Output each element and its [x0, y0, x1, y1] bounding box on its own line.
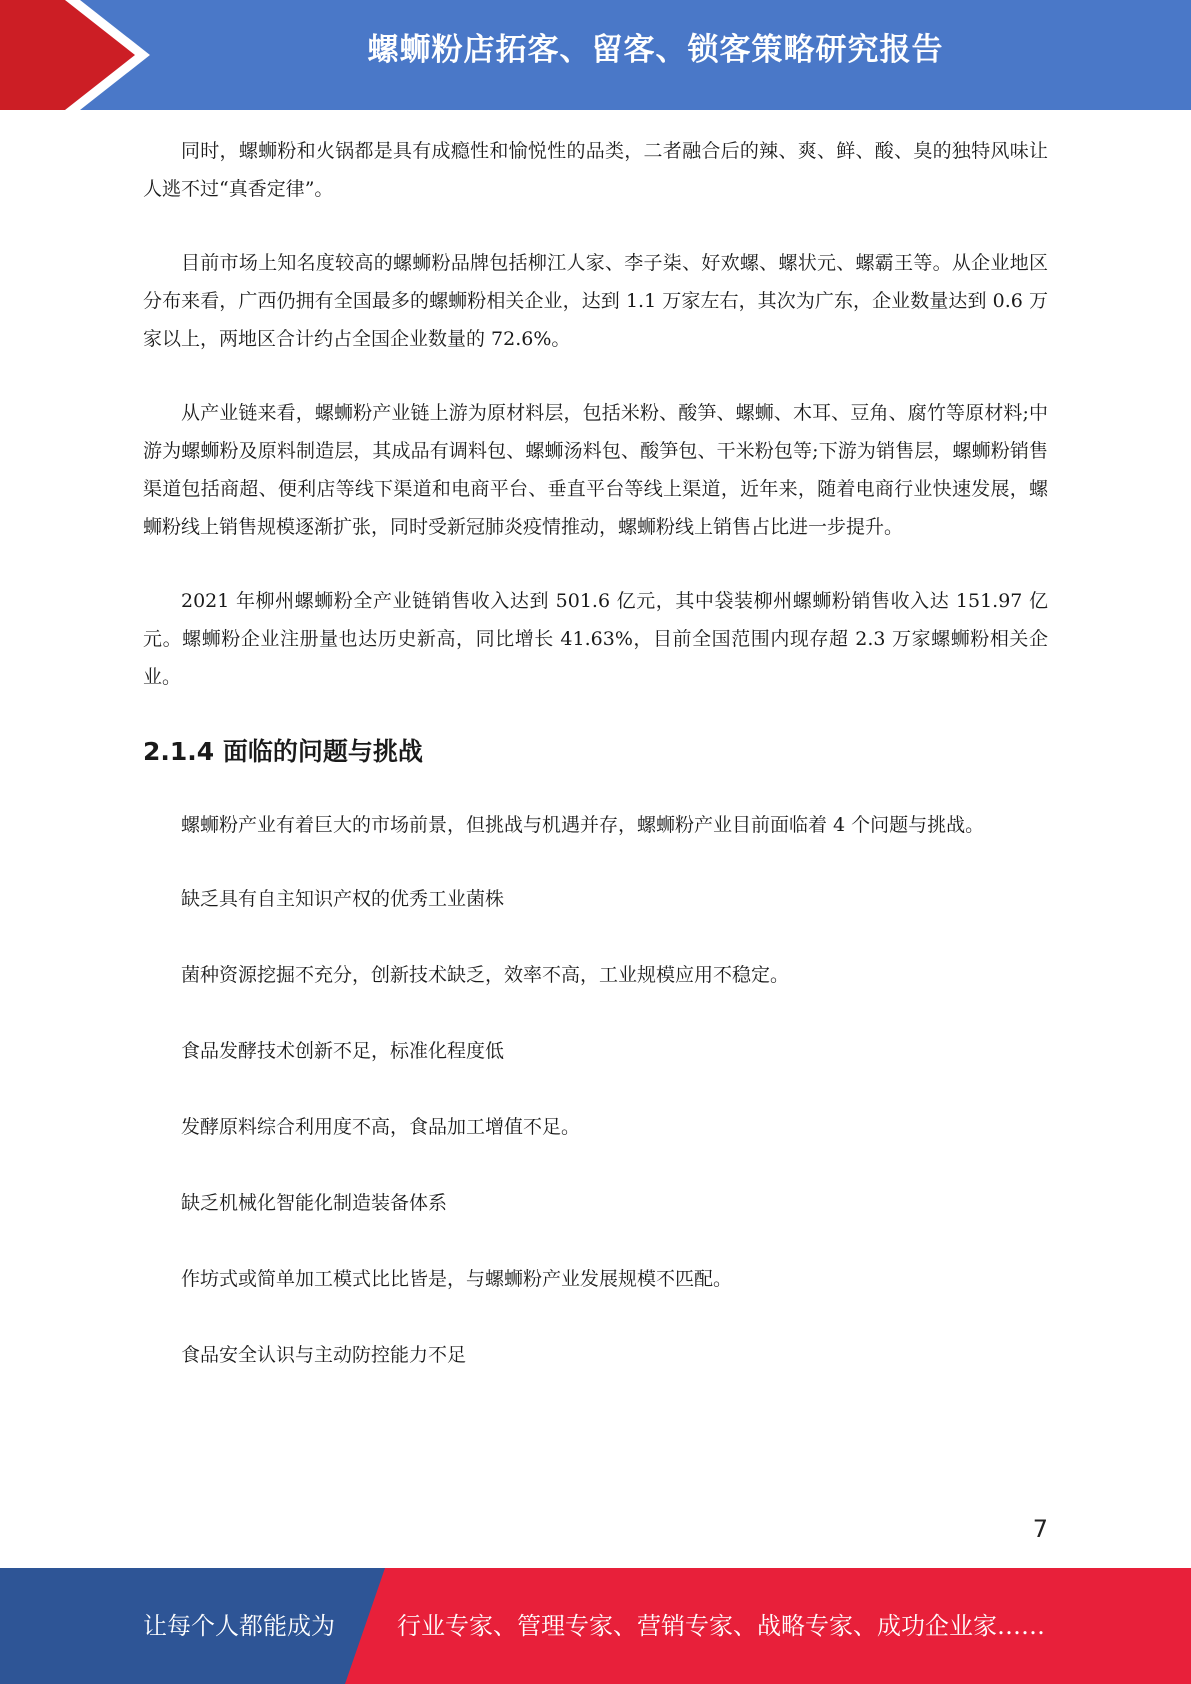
- footer-slogan-right: 行业专家、管理专家、营销专家、战略专家、成功企业家……: [397, 1612, 1045, 1640]
- main-content: [143, 132, 1048, 1412]
- list-item: 菌种资源挖掘不充分，创新技术缺乏，效率不高，工业规模应用不稳定。: [181, 964, 790, 986]
- list-item: 食品安全认识与主动防控能力不足: [181, 1344, 467, 1366]
- page-footer: [0, 1568, 1191, 1684]
- list-item: 缺乏具有自主知识产权的优秀工业菌株: [181, 888, 505, 910]
- list-item: 作坊式或简单加工模式比比皆是，与螺蛳粉产业发展规模不匹配。: [181, 1268, 733, 1290]
- page-header: [0, 0, 1191, 110]
- list-item: 食品发酵技术创新不足，标准化程度低: [181, 1040, 505, 1062]
- page-number: 7: [1032, 1515, 1048, 1543]
- section-heading: 2.1.4 面临的问题与挑战: [143, 737, 423, 766]
- list-item: 缺乏机械化智能化制造装备体系: [181, 1192, 448, 1214]
- section-intro: 螺蛳粉产业有着巨大的市场前景，但挑战与机遇并存，螺蛳粉产业目前面临着 4 个问题与挑战。: [181, 814, 985, 836]
- footer-slogan-left: 让每个人都能成为: [143, 1612, 335, 1640]
- paragraph: 从产业链来看，螺蛳粉产业链上游为原材料层，包括米粉、酸笋、螺蛳、木耳、豆角、腐竹等原材料;中游为螺蛳粉及原料制造层，其成品有调料包、螺蛳汤料包、酸笋包、干米粉包等;下游为销售层，螺蛳粉销售渠道包括商超、便利店等线下渠道和电商平台、垂直平台等线上渠道，近年来，随着电商行业快速发展，螺蛳粉线上销售规模逐渐扩张，同时受新冠肺炎疫情推动，螺蛳粉线上销售占比进一步提升。: [143, 402, 1048, 538]
- list-item: 发酵原料综合利用度不高，食品加工增值不足。: [181, 1116, 581, 1138]
- paragraph: 同时，螺蛳粉和火锅都是具有成瘾性和愉悦性的品类，二者融合后的辣、爽、鲜、酸、臭的独特风味让人逃不过“真香定律”。: [143, 140, 1048, 200]
- paragraph: 目前市场上知名度较高的螺蛳粉品牌包括柳江人家、李子柒、好欢螺、螺状元、螺霸王等。从企业地区分布来看，广西仍拥有全国最多的螺蛳粉相关企业，达到 1.1 万家左右，其次为广东，企业数量达到 0.6 万家以上，两地区合计约占全国企业数量的 72.6%。: [143, 252, 1048, 350]
- report-title: 螺蛳粉店拓客、留客、锁客策略研究报告: [367, 32, 944, 68]
- paragraph: 2021 年柳州螺蛳粉全产业链销售收入达到 501.6 亿元，其中袋装柳州螺蛳粉销售收入达 151.97 亿元。螺蛳粉企业注册量也达历史新高，同比增长 41.63%，目前全国范围内现存超 2.3 万家螺蛳粉相关企业。: [143, 590, 1048, 688]
